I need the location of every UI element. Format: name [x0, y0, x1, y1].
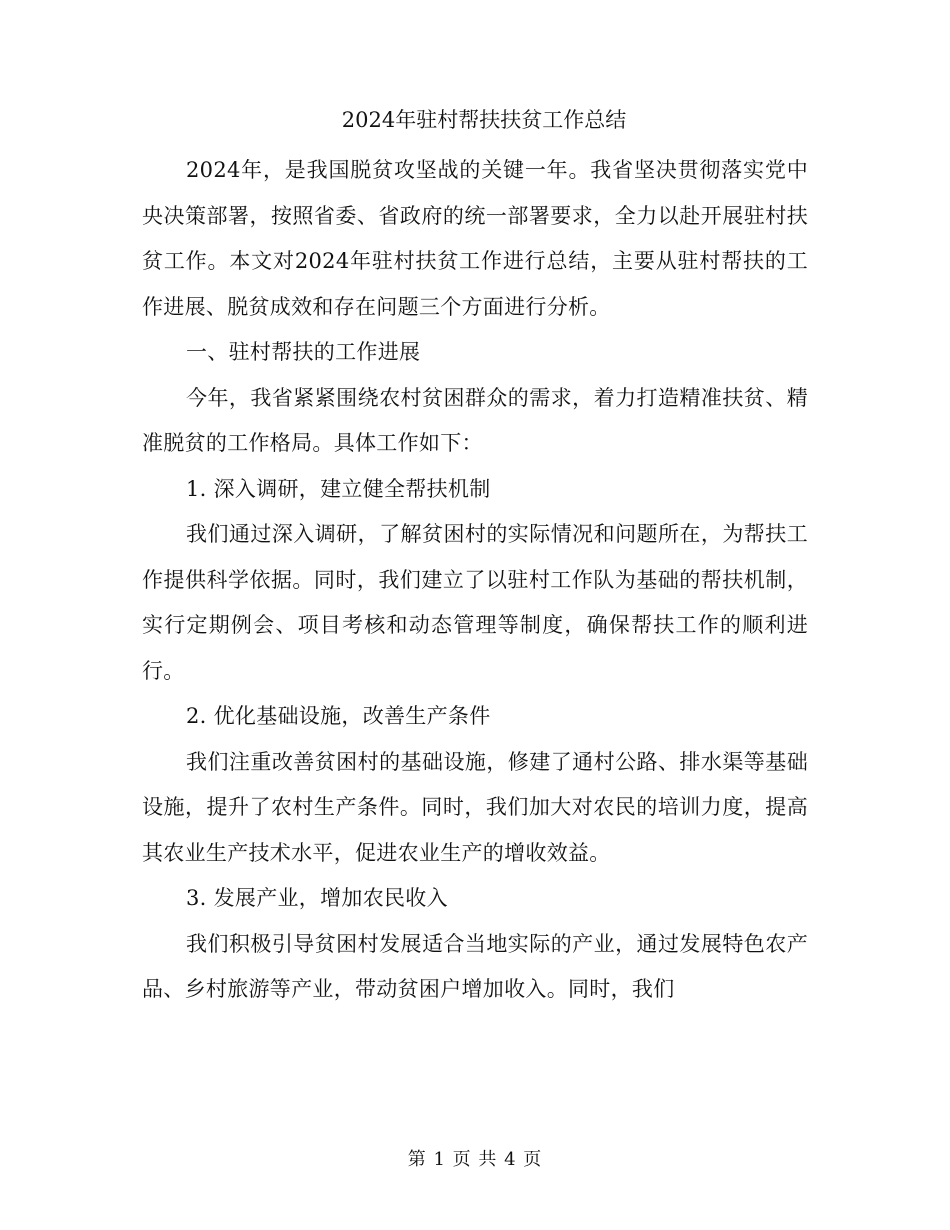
- section-intro-paragraph: 今年，我省紧紧围绕农村贫困群众的需求，着力打造精准扶贫、精准脱贫的工作格局。具体工作如下：: [142, 385, 808, 455]
- subheading-infrastructure: 2. 优化基础设施，改善生产条件: [186, 704, 491, 728]
- subheading-research: 1. 深入调研，建立健全帮扶机制: [186, 476, 491, 501]
- subheading-industry: 3. 发展产业，增加农民收入: [186, 886, 448, 910]
- document-body: [142, 105, 808, 1013]
- section-heading-progress: 一、驻村帮扶的工作进展: [186, 340, 421, 364]
- intro-paragraph: 2024年，是我国脱贫攻坚战的关键一年。我省坚决贯彻落实党中央决策部署，按照省委、省政府的统一部署要求，全力以赴开展驻村扶贫工作。本文对2024年驻村扶贫工作进行总结，主要从驻村帮扶的工作进展、脱贫成效和存在问题三个方面进行分析。: [142, 158, 808, 319]
- page-number-footer: 第 1 页 共 4 页: [407, 1149, 543, 1170]
- infrastructure-paragraph: 我们注重改善贫困村的基础设施，修建了通村公路、排水渠等基础设施，提升了农村生产条件。同时，我们加大对农民的培训力度，提高其农业生产技术水平，促进农业生产的增收效益。: [142, 749, 808, 865]
- industry-paragraph: 我们积极引导贫困村发展适合当地实际的产业，通过发展特色农产品、乡村旅游等产业，带动贫困户增加收入。同时，我们: [142, 931, 808, 1001]
- research-paragraph: 我们通过深入调研，了解贫困村的实际情况和问题所在，为帮扶工作提供科学依据。同时，我们建立了以驻村工作队为基础的帮扶机制，实行定期例会、项目考核和动态管理等制度，确保帮扶工作的顺利进行。: [142, 522, 808, 683]
- document-title: 2024年驻村帮扶扶贫工作总结: [341, 108, 627, 132]
